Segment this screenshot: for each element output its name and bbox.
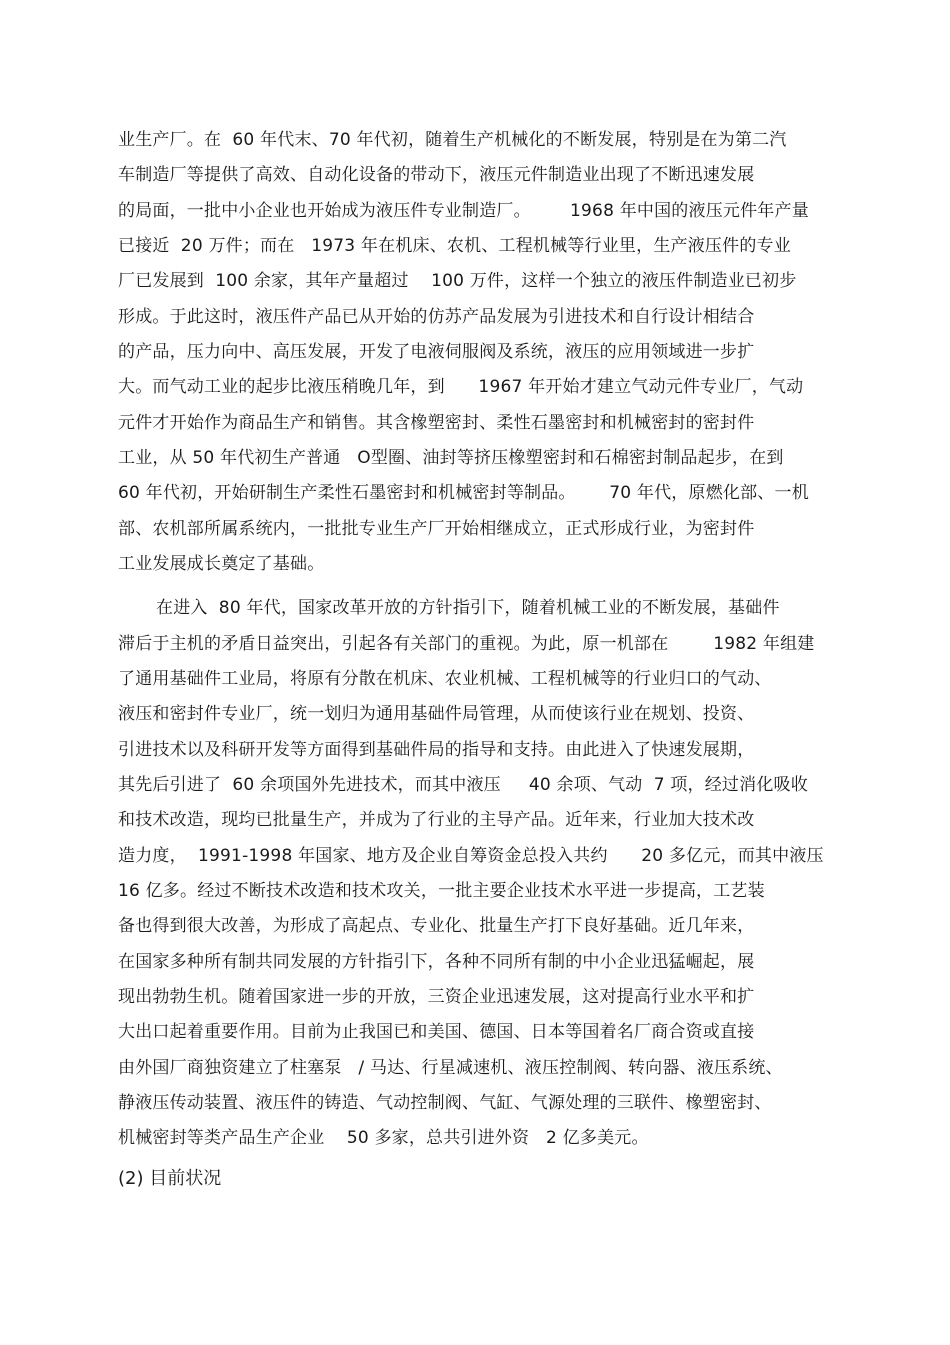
text-line: 60 年代初，开始研制生产柔性石墨密封和机械密封等制品。 70 年代，原燃化部、一机 (118, 483, 809, 503)
text-line: 大。而气动工业的起步比液压稍晚几年，到 1967 年开始才建立气动元件专业厂，气动 (118, 377, 804, 397)
text-line: 由外国厂商独资建立了柱塞泵 / 马达、行星减速机、液压控制阀、转向器、液压系统、 (118, 1058, 783, 1078)
text-line: 部、农机部所属系统内，一批批专业生产厂开始相继成立，正式形成行业，为密封件 (118, 519, 755, 539)
text-line: 在国家多种所有制共同发展的方针指引下，各种不同所有制的中小企业迅猛崛起，展 (118, 952, 755, 972)
text-line: 工业，从 50 年代初生产普通 O型圈、油封等挤压橡塑密封和石棉密封制品起步，在到 (118, 448, 784, 468)
text-line: 的产品，压力向中、高压发展，开发了电液伺服阀及系统，液压的应用领域进一步扩 (118, 342, 755, 362)
text-line: 厂已发展到 100 余家，其年产量超过 100 万件，这样一个独立的液压件制造业已初步 (118, 271, 797, 291)
text-line: 和技术改造，现均已批量生产，并成为了行业的主导产品。近年来，行业加大技术改 (118, 810, 755, 830)
text-line: 16 亿多。经过不断技术改造和技术攻关，一批主要企业技术水平进一步提高，工艺装 (118, 881, 765, 901)
text-line: 业生产厂。在 60 年代末、70 年代初，随着生产机械化的不断发展，特别是在为第二汽 (118, 130, 787, 150)
text-line: 了通用基础件工业局，将原有分散在机床、农业机械、工程机械等的行业归口的气动、 (118, 669, 772, 689)
text-line: 大出口起着重要作用。目前为止我国已和美国、德国、日本等国着名厂商合资或直接 (118, 1022, 755, 1042)
text-line: 造力度， 1991-1998 年国家、地方及企业自筹资金总投入共约 20 多亿元，而其中液压 (118, 846, 824, 866)
text-line: 在进入 80 年代，国家改革开放的方针指引下，随着机械工业的不断发展，基础件 (156, 598, 780, 618)
text-line: 现出勃勃生机。随着国家进一步的开放，三资企业迅速发展，这对提高行业水平和扩 (118, 987, 755, 1007)
text-line: 形成。于此这时，液压件产品已从开始的仿苏产品发展为引进技术和自行设计相结合 (118, 307, 755, 327)
text-line: 备也得到很大改善，为形成了高起点、专业化、批量生产打下良好基础。近几年来， (118, 916, 755, 936)
text-line: 元件才开始作为商品生产和销售。其含橡塑密封、柔性石墨密封和机械密封的密封件 (118, 413, 755, 433)
text-line: 车制造厂等提供了高效、自动化设备的带动下，液压元件制造业出现了不断迅速发展 (118, 165, 755, 185)
text-line: 的局面，一批中小企业也开始成为液压件专业制造厂。 1968 年中国的液压元件年产量 (118, 201, 809, 221)
text-line: 其先后引进了 60 余项国外先进技术，而其中液压 40 余项、气动 7 项，经过消化吸收 (118, 775, 808, 795)
text-line: 滞后于主机的矛盾日益突出，引起各有关部门的重视。为此，原一机部在 1982 年组建 (118, 634, 815, 654)
text-line: 机械密封等类产品生产企业 50 多家，总共引进外资 2 亿多美元。 (118, 1128, 649, 1148)
text-line: 引进技术以及科研开发等方面得到基础件局的指导和支持。由此进入了快速发展期， (118, 740, 755, 760)
section-heading: (2) 目前状况 (118, 1168, 222, 1189)
text-line: 工业发展成长奠定了基础。 (118, 554, 325, 574)
text-line: 已接近 20 万件；而在 1973 年在机床、农机、工程机械等行业里，生产液压件的专业 (118, 236, 791, 256)
text-line: 静液压传动装置、液压件的铸造、气动控制阀、气缸、气源处理的三联件、橡塑密封、 (118, 1093, 772, 1113)
text-line: 液压和密封件专业厂，统一划归为通用基础件局管理，从而使该行业在规划、投资、 (118, 704, 755, 724)
